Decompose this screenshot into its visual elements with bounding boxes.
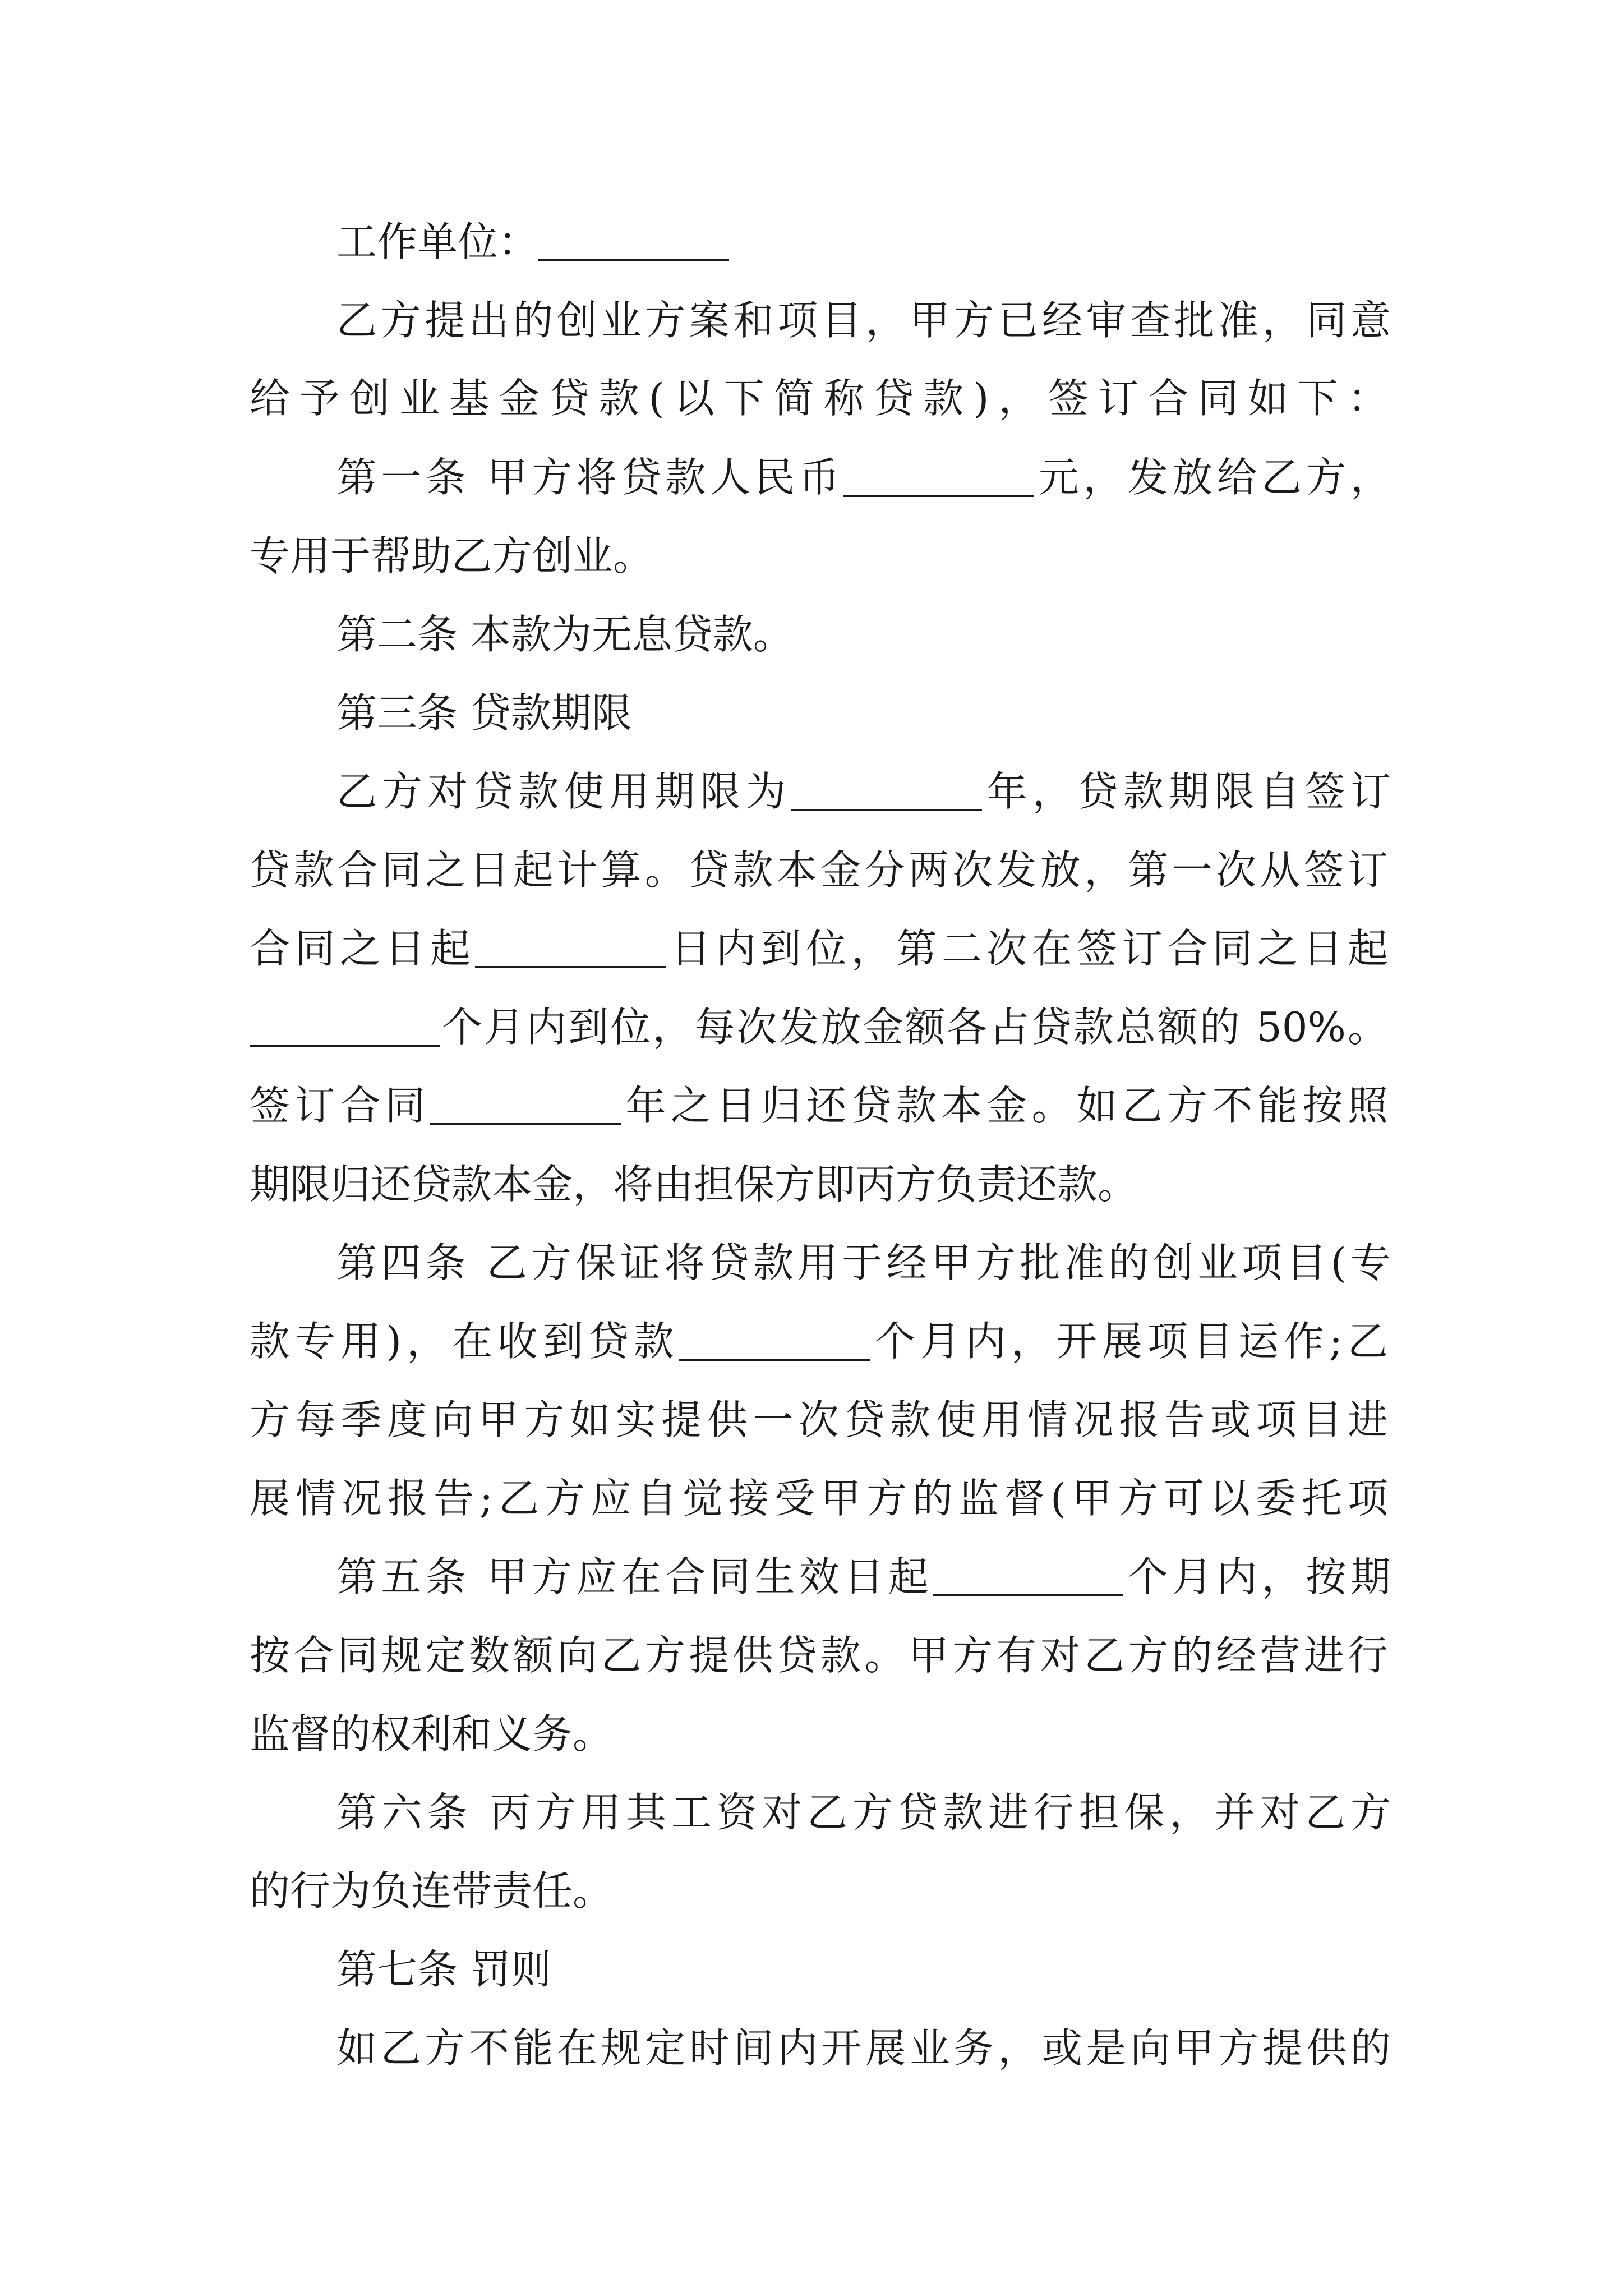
line-article-1-cont xyxy=(250,514,1388,598)
line-article-3-c xyxy=(250,907,1388,991)
text-segment: 如乙方不能在规定时间内开展业务，或是向甲方提供的 xyxy=(336,2024,1391,2072)
text-segment: 个月内到位，每次发放金额各占贷款总额的 50%。 xyxy=(440,1004,1388,1051)
line-article-7-a xyxy=(336,2006,1391,2090)
text-segment: 第五条 甲方应在合同生效日起 xyxy=(336,1553,933,1600)
line-article-4-c xyxy=(250,1378,1388,1462)
text-segment: 合同之日起 xyxy=(250,925,476,972)
line-article-4-b xyxy=(250,1299,1388,1383)
fill-in-blank xyxy=(843,455,1034,497)
text-segment: 按合同规定数额向乙方提供贷款。甲方有对乙方的经营进行 xyxy=(250,1632,1388,1679)
text-segment: 给予创业基金贷款(以下简称贷款)，签订合同如下： xyxy=(250,375,1388,422)
text-segment: 签订合同 xyxy=(250,1082,430,1129)
text-segment: 贷款合同之日起计算。贷款本金分两次发放，第一次从签订 xyxy=(250,846,1388,894)
line-article-5-a xyxy=(336,1535,1391,1619)
text-segment: 年，贷款期限自签订 xyxy=(981,768,1391,815)
line-article-4-a xyxy=(336,1221,1391,1305)
text-segment: 方每季度向甲方如实提供一次贷款使用情况报告或项目进 xyxy=(250,1396,1388,1443)
line-article-3-b xyxy=(250,828,1388,912)
line-article-5-c xyxy=(250,1692,1388,1776)
line-intro-1 xyxy=(336,278,1391,362)
text-segment: 年之日归还贷款本金。如乙方不能按照 xyxy=(620,1082,1388,1129)
text-segment: 期限归还贷款本金，将由担保方即丙方负责还款。 xyxy=(250,1161,1138,1208)
text-segment: 第六条 丙方用其工资对乙方贷款进行担保，并对乙方 xyxy=(336,1789,1391,1836)
line-article-3-f xyxy=(250,1142,1388,1226)
text-segment: 乙方提出的创业方案和项目，甲方已经审查批准，同意 xyxy=(336,297,1391,344)
line-article-3-e xyxy=(250,1064,1388,1148)
text-segment: 款专用)，在收到贷款 xyxy=(250,1318,679,1365)
text-segment: 第三条 贷款期限 xyxy=(336,689,632,737)
text-segment: 的行为负连带责任。 xyxy=(250,1867,614,1915)
text-segment: 第七条 罚则 xyxy=(336,1946,551,1993)
text-segment: 专用于帮助乙方创业。 xyxy=(250,532,654,579)
fill-in-blank xyxy=(430,1084,621,1125)
fill-in-blank xyxy=(250,1005,440,1047)
line-intro-2 xyxy=(250,356,1388,440)
text-segment: 元，发放给乙方， xyxy=(1034,454,1391,501)
text-segment: 展情况报告;乙方应自觉接受甲方的监督(甲方可以委托项 xyxy=(250,1475,1388,1522)
fill-in-blank xyxy=(791,770,982,811)
text-segment: 个月内，开展项目运作;乙 xyxy=(869,1318,1388,1365)
text-segment: 第二条 本款为无息贷款。 xyxy=(336,611,794,658)
line-work-unit xyxy=(336,200,1391,284)
line-article-3-d xyxy=(250,985,1388,1069)
text-segment: 个月内，按期 xyxy=(1123,1553,1391,1600)
line-article-4-d xyxy=(250,1456,1388,1540)
fill-in-blank xyxy=(933,1555,1123,1596)
line-article-3-a xyxy=(336,749,1391,834)
text-segment: 日内到位，第二次在签订合同之日起 xyxy=(666,925,1388,972)
line-article-3-title xyxy=(336,671,1391,755)
line-article-5-b xyxy=(250,1613,1388,1697)
text-segment: 乙方对贷款使用期限为 xyxy=(336,768,791,815)
text-segment: 第四条 乙方保证将贷款用于经甲方批准的创业项目(专 xyxy=(336,1239,1391,1286)
fill-in-blank xyxy=(538,220,729,261)
fill-in-blank xyxy=(679,1319,870,1361)
text-segment: 监督的权利和义务。 xyxy=(250,1710,614,1757)
fill-in-blank xyxy=(475,927,666,968)
text-segment: 工作单位： xyxy=(336,218,539,265)
text-segment: 第一条 甲方将贷款人民币 xyxy=(336,454,844,501)
line-article-1 xyxy=(336,435,1391,519)
line-article-2 xyxy=(336,592,1391,677)
line-article-7-title xyxy=(336,1927,1391,2012)
line-article-6-a xyxy=(336,1770,1391,1855)
line-article-6-b xyxy=(250,1849,1388,1933)
